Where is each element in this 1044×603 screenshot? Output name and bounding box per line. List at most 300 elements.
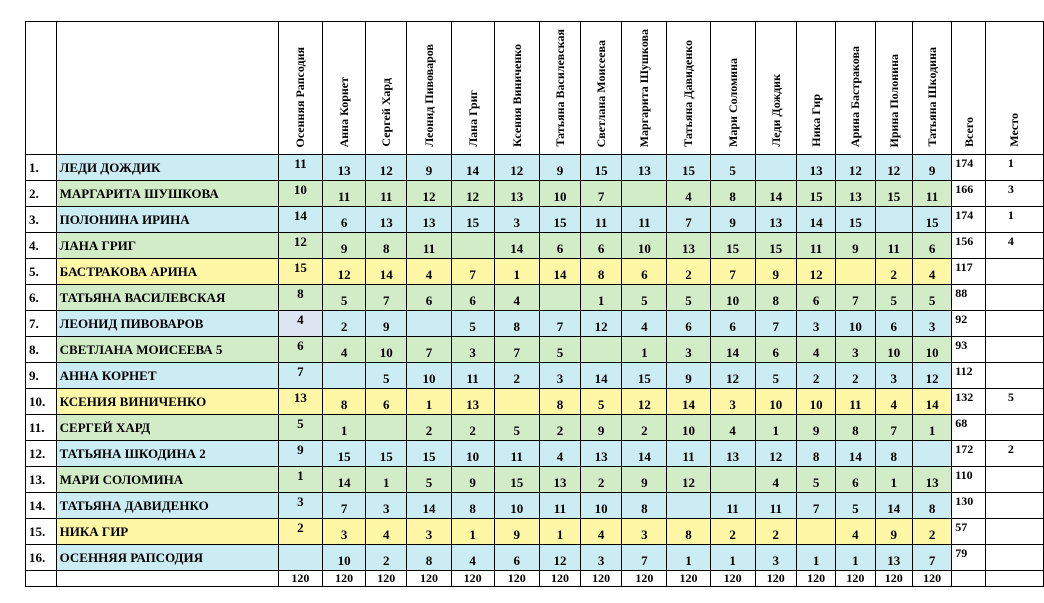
score-cell: 8	[836, 415, 875, 441]
score-cell: 2	[796, 363, 835, 389]
footer-total-cell: 120	[407, 571, 451, 587]
score-cell: 10	[323, 545, 366, 571]
score-cell: 5	[622, 285, 667, 311]
table-row	[26, 519, 1044, 545]
score-cell: 13	[366, 207, 407, 233]
score-cell: 14	[796, 207, 835, 233]
score-cell: 1	[494, 259, 539, 285]
row-number: 13.	[26, 467, 57, 493]
score-cell: 1	[366, 467, 407, 493]
score-cell: 6	[796, 285, 835, 311]
score-cell	[407, 311, 451, 337]
score-cell: 10	[710, 285, 755, 311]
score-cell: 9	[581, 415, 622, 441]
column-header	[710, 22, 755, 155]
score-cell: 7	[622, 545, 667, 571]
participant-name: ПОЛОНИНА ИРИНА	[56, 207, 278, 233]
score-cell: 11	[755, 493, 796, 519]
score-cell: 13	[451, 389, 494, 415]
column-header	[755, 22, 796, 155]
column-header-label: Леонид Пивоваров	[421, 44, 436, 147]
score-cell: 14	[407, 493, 451, 519]
score-cell: 1	[323, 415, 366, 441]
score-cell: 15	[667, 155, 710, 181]
score-cell: 1	[667, 545, 710, 571]
score-cell: 4	[278, 311, 322, 337]
score-cell: 11	[710, 493, 755, 519]
place-header-label: Место	[1007, 113, 1022, 147]
column-header-label: Осенняя Рапсодия	[293, 46, 308, 147]
score-cell: 1	[581, 285, 622, 311]
score-cell: 4	[622, 311, 667, 337]
footer-total-cell: 120	[451, 571, 494, 587]
score-cell: 3	[539, 363, 580, 389]
participant-name: ЛЕОНИД ПИВОВАРОВ	[56, 311, 278, 337]
score-cell: 1	[622, 337, 667, 363]
score-cell: 8	[323, 389, 366, 415]
column-header	[278, 22, 322, 155]
row-number: 16.	[26, 545, 57, 571]
score-cell: 9	[323, 233, 366, 259]
column-header-label: Мари Соломина	[725, 58, 740, 147]
column-header-label: Анна Корнет	[337, 76, 352, 147]
score-cell: 15	[581, 155, 622, 181]
score-cell: 12	[796, 259, 835, 285]
score-cell: 15	[836, 207, 875, 233]
column-header	[836, 22, 875, 155]
participant-name: ЛАНА ГРИГ	[56, 233, 278, 259]
place-cell: 2	[985, 441, 1043, 467]
score-cell: 8	[278, 285, 322, 311]
score-cell: 13	[912, 467, 951, 493]
score-cell: 14	[278, 207, 322, 233]
place-cell	[985, 519, 1043, 545]
score-cell: 5	[323, 285, 366, 311]
score-cell: 11	[366, 181, 407, 207]
table-row	[26, 207, 1044, 233]
score-cell: 1	[755, 415, 796, 441]
score-cell	[875, 207, 912, 233]
score-cell: 1	[836, 545, 875, 571]
score-cell: 1	[912, 415, 951, 441]
score-cell: 8	[366, 233, 407, 259]
row-number: 5.	[26, 259, 57, 285]
score-cell: 3	[667, 337, 710, 363]
participant-name: СЕРГЕЙ ХАРД	[56, 415, 278, 441]
column-header-label: Арина Бастракова	[848, 45, 863, 147]
total-cell: 132	[952, 389, 986, 415]
score-cell	[796, 519, 835, 545]
column-header	[539, 22, 580, 155]
score-cell: 15	[710, 233, 755, 259]
score-cell: 14	[366, 259, 407, 285]
column-header	[622, 22, 667, 155]
score-cell: 2	[366, 545, 407, 571]
table-row	[26, 545, 1044, 571]
participant-name: КСЕНИЯ ВИНИЧЕНКО	[56, 389, 278, 415]
total-cell: 110	[952, 467, 986, 493]
score-cell: 3	[407, 519, 451, 545]
row-number: 4.	[26, 233, 57, 259]
participant-name: ТАТЬЯНА ШКОДИНА 2	[56, 441, 278, 467]
score-cell: 1	[407, 389, 451, 415]
column-header	[366, 22, 407, 155]
score-cell: 8	[539, 389, 580, 415]
score-cell: 3	[755, 545, 796, 571]
score-cell: 12	[710, 363, 755, 389]
score-cell: 9	[494, 519, 539, 545]
score-cell: 9	[667, 363, 710, 389]
score-cell: 15	[323, 441, 366, 467]
score-cell: 3	[451, 337, 494, 363]
score-cell: 13	[494, 181, 539, 207]
results-table	[25, 21, 1044, 587]
score-cell: 10	[912, 337, 951, 363]
score-cell: 5	[366, 363, 407, 389]
score-cell: 13	[875, 545, 912, 571]
score-cell: 1	[278, 467, 322, 493]
score-cell: 14	[710, 337, 755, 363]
column-header-label: Ксения Виниченко	[509, 43, 524, 147]
score-cell: 5	[451, 311, 494, 337]
total-cell: 156	[952, 233, 986, 259]
score-cell: 10	[667, 415, 710, 441]
participant-name: ОСЕННЯЯ РАПСОДИЯ	[56, 545, 278, 571]
score-cell: 5	[755, 363, 796, 389]
score-cell	[667, 493, 710, 519]
score-cell: 10	[366, 337, 407, 363]
place-cell	[985, 285, 1043, 311]
score-cell: 6	[912, 233, 951, 259]
score-cell: 7	[796, 493, 835, 519]
footer-total-cell: 120	[796, 571, 835, 587]
score-cell: 6	[710, 311, 755, 337]
score-cell: 6	[622, 259, 667, 285]
participant-name: ТАТЬЯНА ДАВИДЕНКО	[56, 493, 278, 519]
table-row	[26, 285, 1044, 311]
column-header-label: Светлана Моисеева	[594, 39, 609, 147]
score-cell: 13	[755, 207, 796, 233]
total-cell: 68	[952, 415, 986, 441]
score-cell: 6	[366, 389, 407, 415]
score-cell: 15	[796, 181, 835, 207]
score-cell: 14	[667, 389, 710, 415]
row-number: 3.	[26, 207, 57, 233]
row-number: 11.	[26, 415, 57, 441]
footer-num-cell	[26, 571, 57, 587]
score-cell: 2	[912, 519, 951, 545]
score-cell: 10	[451, 441, 494, 467]
table-row	[26, 155, 1044, 181]
score-cell: 6	[494, 545, 539, 571]
score-cell: 5	[667, 285, 710, 311]
score-cell: 8	[581, 259, 622, 285]
score-cell: 7	[278, 363, 322, 389]
score-cell: 15	[755, 233, 796, 259]
score-cell: 12	[451, 181, 494, 207]
score-cell: 11	[407, 233, 451, 259]
score-cell: 2	[494, 363, 539, 389]
row-number: 9.	[26, 363, 57, 389]
score-cell: 9	[836, 233, 875, 259]
score-cell: 13	[836, 181, 875, 207]
score-cell: 8	[622, 493, 667, 519]
score-cell: 15	[875, 181, 912, 207]
row-number: 7.	[26, 311, 57, 337]
score-cell: 14	[494, 233, 539, 259]
score-cell: 1	[539, 519, 580, 545]
total-header-label: Всего	[961, 117, 976, 147]
column-header	[796, 22, 835, 155]
score-cell: 4	[710, 415, 755, 441]
score-cell: 12	[494, 155, 539, 181]
score-cell: 9	[278, 441, 322, 467]
score-cell: 9	[710, 207, 755, 233]
score-cell: 6	[451, 285, 494, 311]
score-cell: 3	[278, 493, 322, 519]
score-cell: 4	[451, 545, 494, 571]
score-cell: 15	[912, 207, 951, 233]
total-header	[952, 22, 986, 155]
column-header	[407, 22, 451, 155]
score-cell: 4	[323, 337, 366, 363]
column-header-label: Леди Дождик	[768, 74, 783, 147]
score-cell: 6	[407, 285, 451, 311]
score-cell	[451, 233, 494, 259]
score-cell: 14	[912, 389, 951, 415]
footer-row	[26, 571, 1044, 587]
score-cell: 8	[912, 493, 951, 519]
column-header	[912, 22, 951, 155]
header-name-cell	[56, 22, 278, 155]
score-cell: 5	[912, 285, 951, 311]
header-row	[26, 22, 1044, 155]
row-number: 12.	[26, 441, 57, 467]
participant-name: МАРИ СОЛОМИНА	[56, 467, 278, 493]
place-cell	[985, 311, 1043, 337]
score-cell: 8	[667, 519, 710, 545]
score-cell: 5	[581, 389, 622, 415]
score-cell: 4	[494, 285, 539, 311]
score-cell: 7	[875, 415, 912, 441]
score-cell: 2	[622, 415, 667, 441]
score-cell: 3	[581, 545, 622, 571]
score-cell: 8	[796, 441, 835, 467]
score-cell: 3	[622, 519, 667, 545]
score-cell: 15	[366, 441, 407, 467]
column-header-label: Татьяна Давиденко	[681, 40, 696, 147]
participant-name: НИКА ГИР	[56, 519, 278, 545]
footer-name-cell	[56, 571, 278, 587]
place-cell	[985, 363, 1043, 389]
table-row	[26, 181, 1044, 207]
place-cell	[985, 545, 1043, 571]
score-cell	[366, 415, 407, 441]
score-cell	[622, 181, 667, 207]
score-cell: 14	[323, 467, 366, 493]
score-cell: 7	[539, 311, 580, 337]
score-cell: 7	[366, 285, 407, 311]
footer-total-cell: 120	[710, 571, 755, 587]
score-cell: 2	[836, 363, 875, 389]
score-cell: 7	[667, 207, 710, 233]
score-cell: 11	[796, 233, 835, 259]
score-cell: 3	[836, 337, 875, 363]
score-cell: 2	[667, 259, 710, 285]
table-row	[26, 337, 1044, 363]
place-cell: 4	[985, 233, 1043, 259]
score-cell: 10	[796, 389, 835, 415]
score-cell: 9	[755, 259, 796, 285]
score-cell: 8	[494, 311, 539, 337]
score-cell: 2	[710, 519, 755, 545]
column-header	[667, 22, 710, 155]
score-cell: 1	[796, 545, 835, 571]
score-cell: 11	[875, 233, 912, 259]
footer-total-cell: 120	[539, 571, 580, 587]
score-cell	[755, 155, 796, 181]
place-cell	[985, 493, 1043, 519]
place-header	[985, 22, 1043, 155]
score-cell: 6	[755, 337, 796, 363]
row-number: 6.	[26, 285, 57, 311]
participant-name: ЛЕДИ ДОЖДИК	[56, 155, 278, 181]
score-cell: 6	[323, 207, 366, 233]
footer-total-cell: 120	[581, 571, 622, 587]
total-cell: 174	[952, 207, 986, 233]
footer-total-cell: 120	[278, 571, 322, 587]
place-cell: 1	[985, 155, 1043, 181]
column-header-label: Маргарита Шушкова	[637, 28, 652, 147]
column-header-label: Ирина Полонина	[886, 53, 901, 147]
score-cell: 11	[323, 181, 366, 207]
score-cell: 6	[278, 337, 322, 363]
score-cell: 9	[875, 519, 912, 545]
score-cell: 12	[912, 363, 951, 389]
score-cell: 4	[836, 519, 875, 545]
score-cell: 2	[539, 415, 580, 441]
score-cell: 12	[755, 441, 796, 467]
score-cell: 7	[836, 285, 875, 311]
score-cell: 13	[622, 155, 667, 181]
score-cell: 10	[539, 181, 580, 207]
place-cell	[985, 467, 1043, 493]
score-cell: 11	[667, 441, 710, 467]
score-cell: 12	[323, 259, 366, 285]
column-header	[875, 22, 912, 155]
score-cell: 6	[836, 467, 875, 493]
score-cell: 4	[796, 337, 835, 363]
score-cell	[539, 285, 580, 311]
table-row	[26, 467, 1044, 493]
score-cell: 14	[875, 493, 912, 519]
column-header	[323, 22, 366, 155]
score-cell: 11	[836, 389, 875, 415]
score-cell: 3	[912, 311, 951, 337]
score-cell: 2	[323, 311, 366, 337]
score-cell: 15	[407, 441, 451, 467]
column-header	[451, 22, 494, 155]
participant-name: СВЕТЛАНА МОИСЕЕВА 5	[56, 337, 278, 363]
score-cell: 8	[875, 441, 912, 467]
score-cell: 1	[710, 545, 755, 571]
score-cell: 2	[755, 519, 796, 545]
score-cell: 5	[875, 285, 912, 311]
score-cell	[836, 259, 875, 285]
footer-total-cell: 120	[912, 571, 951, 587]
score-cell: 12	[875, 155, 912, 181]
score-cell: 5	[407, 467, 451, 493]
score-cell: 12	[539, 545, 580, 571]
place-cell	[985, 415, 1043, 441]
score-cell: 9	[366, 311, 407, 337]
participant-name: ТАТЬЯНА ВАСИЛЕВСКАЯ	[56, 285, 278, 311]
footer-total-blank	[952, 571, 986, 587]
score-cell: 15	[622, 363, 667, 389]
score-cell: 11	[278, 155, 322, 181]
total-cell: 112	[952, 363, 986, 389]
score-cell: 6	[875, 311, 912, 337]
score-cell: 9	[451, 467, 494, 493]
score-cell: 12	[581, 311, 622, 337]
score-cell: 14	[581, 363, 622, 389]
table-row	[26, 363, 1044, 389]
row-number: 8.	[26, 337, 57, 363]
score-cell	[710, 467, 755, 493]
place-cell: 5	[985, 389, 1043, 415]
footer-place-blank	[985, 571, 1043, 587]
column-header-label: Татьяна Шкодина	[925, 47, 940, 147]
score-cell: 12	[667, 467, 710, 493]
score-cell: 13	[323, 155, 366, 181]
table-row	[26, 389, 1044, 415]
total-cell: 93	[952, 337, 986, 363]
score-cell: 9	[796, 415, 835, 441]
score-cell: 12	[278, 233, 322, 259]
score-cell: 11	[451, 363, 494, 389]
score-cell: 2	[407, 415, 451, 441]
score-cell: 3	[323, 519, 366, 545]
score-cell: 14	[622, 441, 667, 467]
row-number: 15.	[26, 519, 57, 545]
table-row	[26, 259, 1044, 285]
score-cell: 9	[407, 155, 451, 181]
score-cell: 10	[494, 493, 539, 519]
score-cell: 1	[451, 519, 494, 545]
header-num-cell	[26, 22, 57, 155]
score-cell	[912, 441, 951, 467]
score-cell: 15	[494, 467, 539, 493]
score-cell: 13	[539, 467, 580, 493]
score-cell: 5	[710, 155, 755, 181]
row-number: 1.	[26, 155, 57, 181]
footer-total-cell: 120	[836, 571, 875, 587]
place-cell: 1	[985, 207, 1043, 233]
footer-total-cell: 120	[366, 571, 407, 587]
score-cell: 12	[622, 389, 667, 415]
score-cell: 12	[366, 155, 407, 181]
place-cell: 3	[985, 181, 1043, 207]
footer-total-cell: 120	[667, 571, 710, 587]
row-number: 10.	[26, 389, 57, 415]
total-cell: 92	[952, 311, 986, 337]
score-cell: 6	[667, 311, 710, 337]
footer-total-cell: 120	[323, 571, 366, 587]
score-cell: 11	[539, 493, 580, 519]
score-cell: 7	[912, 545, 951, 571]
score-cell: 2	[451, 415, 494, 441]
score-cell: 1	[875, 467, 912, 493]
